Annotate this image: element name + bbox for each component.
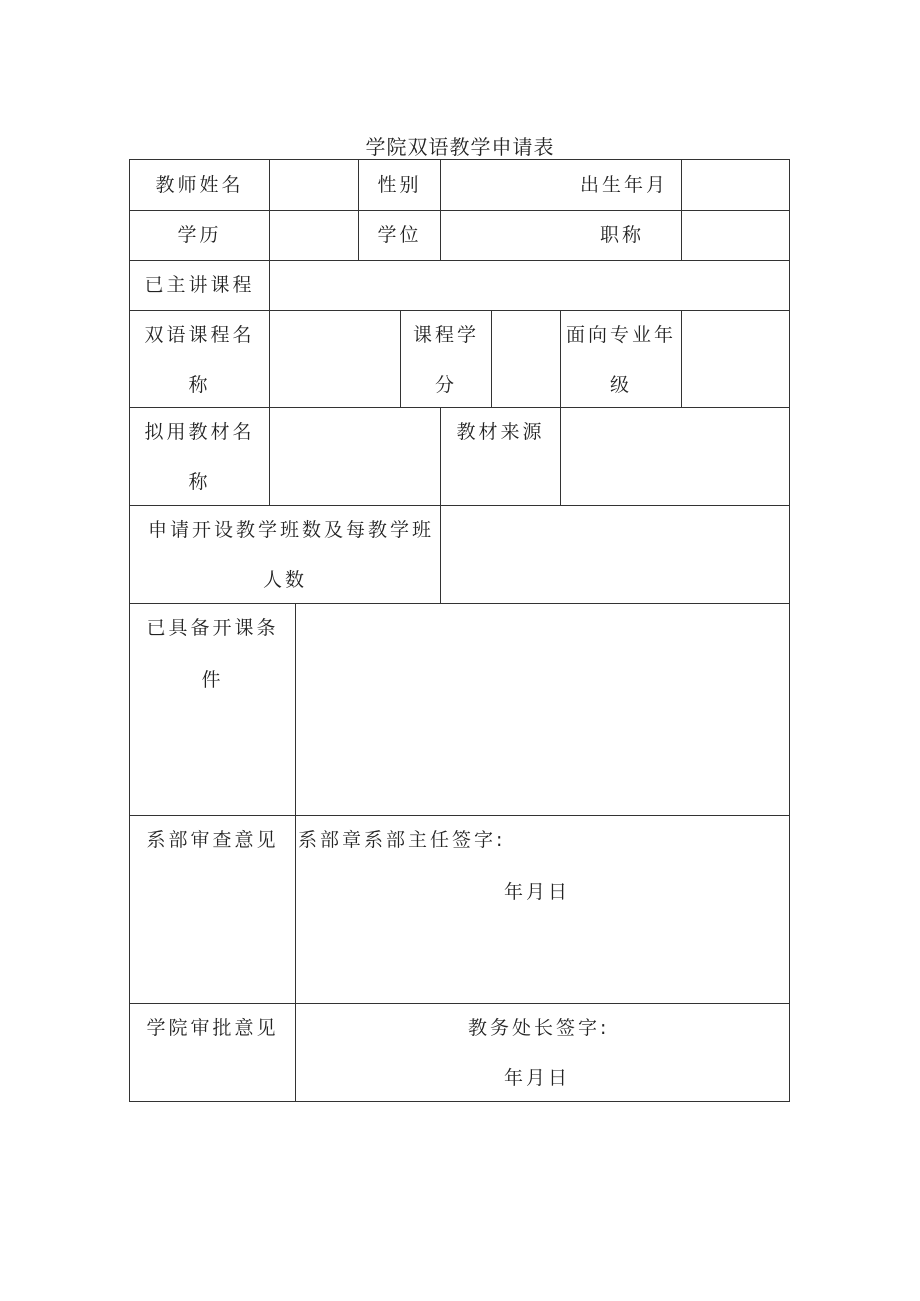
- application-form-table: [129, 159, 790, 1102]
- col-divider: [440, 160, 441, 260]
- courses-taught-label: 已主讲课程: [144, 274, 255, 296]
- conditions-label-line1: 已具备开课条: [146, 617, 279, 639]
- form-title: 学院双语教学申请表: [365, 135, 555, 159]
- college-approval-label: 学院审批意见: [146, 1017, 279, 1039]
- col-divider: [681, 160, 682, 260]
- col-divider: [269, 260, 270, 310]
- academic-affairs-signature-text: 教务处长签字:: [468, 1017, 610, 1039]
- course-name-label-line2: 称: [188, 374, 211, 396]
- department-signature-text: 系部章系部主任签字:: [298, 829, 506, 851]
- col-divider: [560, 407, 561, 505]
- col-divider: [440, 505, 441, 603]
- department-date-text: 年月日: [504, 881, 571, 903]
- gender-label: 性别: [377, 174, 422, 196]
- class-count-label-line2: 人数: [262, 569, 307, 591]
- col-divider: [491, 310, 492, 407]
- target-major-label-line1: 面向专业年: [565, 324, 676, 346]
- credit-label-line1: 课程学: [412, 324, 479, 346]
- course-name-label-line1: 双语课程名: [144, 324, 255, 346]
- target-major-label-line2: 级: [609, 374, 632, 396]
- department-review-label: 系部审查意见: [146, 829, 279, 851]
- col-divider: [269, 407, 270, 505]
- birth-date-label: 出生年月: [580, 174, 669, 196]
- education-label: 学历: [177, 224, 222, 246]
- col-divider: [681, 310, 682, 407]
- professional-title-label: 职称: [600, 224, 645, 246]
- col-divider: [295, 603, 296, 1101]
- credit-label-line2: 分: [434, 374, 457, 396]
- textbook-label-line2: 称: [188, 471, 211, 493]
- class-count-label-line1: 申请开设教学班数及每教学班: [148, 519, 435, 541]
- textbook-label-line1: 拟用教材名: [144, 421, 255, 443]
- degree-label: 学位: [377, 224, 422, 246]
- col-divider: [269, 160, 270, 260]
- teacher-name-label: 教师姓名: [155, 174, 244, 196]
- textbook-source-label: 教材来源: [456, 421, 545, 443]
- col-divider: [269, 310, 270, 407]
- college-date-text: 年月日: [504, 1067, 571, 1089]
- conditions-label-line2: 件: [201, 669, 224, 691]
